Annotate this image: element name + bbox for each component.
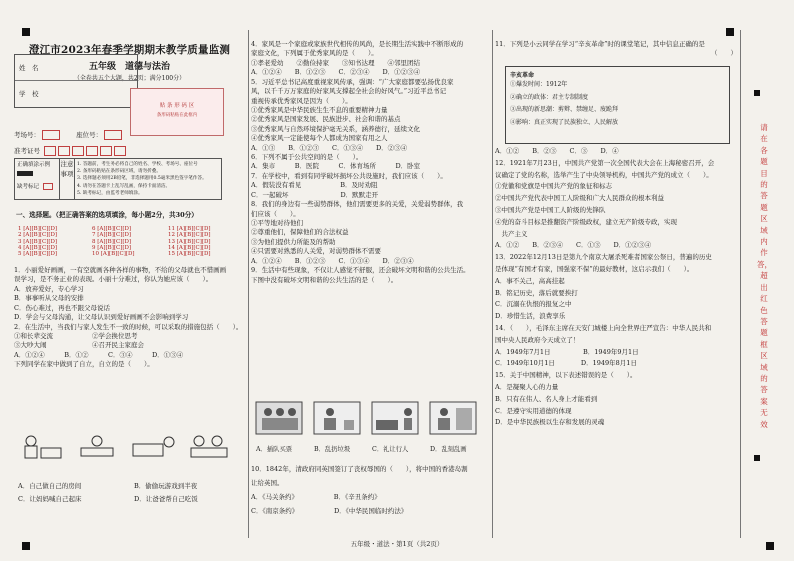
barcode-example-label: 正确填涂示例 xyxy=(17,162,51,168)
stamp-subtitle: 条形码粘贴在此框内 xyxy=(156,113,198,118)
question-line: 是体现“有国才有家，国强家不保”的最好教材，这启示我们（ ）。 xyxy=(495,264,694,273)
option-line: ③大吵大闹 ④召开民主家庭会 xyxy=(14,341,144,350)
col3-questions xyxy=(495,146,737,429)
notice-item: 5. 缺考标记，由监考老师填涂。 xyxy=(77,190,143,196)
column-divider xyxy=(740,30,741,538)
answer-row[interactable]: 15 [A][B][C][D] xyxy=(168,251,211,258)
fill-example-icon xyxy=(17,171,33,176)
answer-row[interactable]: 14 [A][B][C][D] xyxy=(168,244,211,251)
page-footer: 五年级・道法・第1页（共2页） xyxy=(350,540,444,548)
exam-seat-row xyxy=(14,130,122,140)
notice-box xyxy=(14,158,222,200)
absent-mark-label: 缺考标记 xyxy=(17,184,40,190)
question-line: 9．生活中有些现象，不仅让人感觉不舒服，还会破坏文明和谐的公共生活。 xyxy=(251,266,470,275)
picture-label: A．插队买票 xyxy=(256,446,293,453)
question-line: 4．家风是一个家庭或家族世代相传的风尚，是长期生活实践中不断形成的 xyxy=(251,40,464,48)
option-line: D．是中华民族极以生存和发展的灵魂 xyxy=(495,418,605,427)
option-line: A．自己做自己的房间 xyxy=(18,482,82,490)
admission-digit[interactable] xyxy=(72,146,84,156)
option-line: ①党徽和党旗是中国共产党的象征和标志 xyxy=(495,182,612,191)
option-line: ①优秀家风是中华民族生生不息的重要精神力量 xyxy=(251,105,388,114)
corner-mark xyxy=(754,455,760,461)
option-line: ④党的奋斗目标是推翻资产阶级政权，建立无产阶级专政，实现 xyxy=(495,217,677,226)
answer-row[interactable]: 2 [A][B][C][D] xyxy=(18,232,58,239)
answer-row[interactable]: 10 [A][B][C][D] xyxy=(92,251,135,258)
option-line: ①平等地对待他们 xyxy=(251,219,303,228)
col1-questions xyxy=(14,266,246,370)
q10-block xyxy=(251,462,489,518)
q9-labels xyxy=(256,444,488,453)
notice-left xyxy=(17,161,53,192)
answer-row[interactable]: 13 [A][B][C][D] xyxy=(168,238,211,245)
question-line: 误学习，是不务正业的表现。小丽十分难过，你认为她应该（ ）。 xyxy=(14,275,213,284)
admission-digit[interactable] xyxy=(114,146,126,156)
option-line: A．《马关条约》 B．《辛丑条约》 xyxy=(251,493,381,501)
answer-row[interactable]: 12 [A][B][C][D] xyxy=(168,232,211,239)
option-line: ②尊重他们，保障他们的合法权益 xyxy=(251,228,349,237)
notice-items xyxy=(77,161,207,197)
question-line: 让给英国。 xyxy=(251,479,284,487)
option-line: A．①②④ B．①②③ C．①③④ D．②③④ xyxy=(251,256,414,265)
picture-label: D．乱刻乱画 xyxy=(430,446,467,453)
option-line: A．集市 B．医院 C．体育场所 D．卧室 xyxy=(251,162,421,171)
question-line: 们应该（ ）。 xyxy=(251,209,300,218)
notes-heading: 辛亥革命 xyxy=(510,72,535,79)
option-line: C．《南京条约》 D．《中华民国临时约法》 xyxy=(251,507,408,515)
name-label: 姓 名 xyxy=(19,64,39,72)
exam-no-label: 考场号： xyxy=(14,131,40,139)
q3-picture xyxy=(16,432,66,460)
notice-label: 注意事项 xyxy=(59,159,75,199)
question-line: 7．在学校中，看到有同学破坏损坏公共设施时，我们应该（ ）。 xyxy=(251,171,447,180)
admission-digit[interactable] xyxy=(58,146,70,156)
admission-digit[interactable] xyxy=(100,146,112,156)
section1-heading: 一、选择题。（把正确答案的选项填涂，每小题2分，共30分） xyxy=(16,211,198,219)
q9-picture xyxy=(370,404,420,432)
notice-item: 3. 选择题必须用2B铅笔，非选择题用0.5毫米黑色签字笔作答。 xyxy=(77,176,207,182)
q3-options xyxy=(18,480,246,506)
notes-line: ③出现的新思潮：剪辫、禁缠足、废跪拜 xyxy=(510,106,619,113)
student-info-box xyxy=(14,54,138,108)
absent-mark-box[interactable] xyxy=(43,183,53,190)
question-line: 风，以千千万万家庭的好家风支撑起全社会的好风气。”习近平总书记 xyxy=(251,87,447,96)
question-line: 13．2022年12月13日是第九个南京大屠杀死难者国家公祭日，普遍的历史 xyxy=(495,253,712,262)
answer-row[interactable]: 6 [A][B][C][D] xyxy=(92,226,132,232)
option-line: ③优秀家风与自然环境保护毫无关系，涵养德行，延续文化 xyxy=(251,124,420,133)
question-line: 议确定了党的名称，选举产生了中央领导机构，中国共产党的成立（ ）。 xyxy=(495,170,713,179)
option-line: D．珍惜生活，浪费享乐 xyxy=(495,312,566,321)
option-line: ②中国共产党代表中国工人阶级和广大人民群众的根本利益 xyxy=(495,194,664,203)
answer-group-3[interactable] xyxy=(168,226,211,257)
q3-picture xyxy=(72,432,122,460)
q3-picture xyxy=(128,432,178,460)
answer-row[interactable]: 9 [A][B][C][D] xyxy=(92,244,132,251)
column-2 xyxy=(251,40,489,285)
question-line: 8．我们的身边有一些弱势群体，他们需要更多的关爱，关爱弱势群体，我 xyxy=(251,200,464,209)
option-line: A．①②④ B．①②③ C．②③④ D．①②③④ xyxy=(251,68,421,77)
question-line: 5．习近平总书记高度重视家风传承，强调：“广大家庭都要弘扬优良家 xyxy=(251,77,454,86)
notice-item: 1. 答题前，考生务必将自己的姓名、学校、考场号、座位号 xyxy=(77,162,198,167)
option-line: A．是凝聚人心的力量 xyxy=(495,382,559,391)
answer-row[interactable]: 5 [A][B][C][D] xyxy=(18,251,58,258)
question-line: 14．（ ），毛泽东主席在天安门城楼上向全世界庄严宣告：中华人民共和 xyxy=(495,323,712,332)
picture-label: C．礼让行人 xyxy=(372,446,409,453)
question-line: 下列同学在家中做到了自立，自立的是（ ）。 xyxy=(14,360,154,369)
option-line: D．让爸爸帮自己吃饭 xyxy=(134,495,198,503)
question-line: 1．小丽爱好画画，一有空就画各种各样的事物，不给的父母就也不惜画画 xyxy=(14,266,227,274)
question-line: 重视传承优秀家风是因为（ ）。 xyxy=(251,96,352,105)
notes-line: ①爆发时间：1912年 xyxy=(510,81,568,88)
answer-row[interactable]: 7 [A][B][C][D] xyxy=(92,232,132,239)
q3-picture xyxy=(184,432,234,460)
answer-row[interactable]: 4 [A][B][C][D] xyxy=(18,244,58,251)
q9-picture xyxy=(428,404,478,432)
question-line: 10．1842年，清政府同英国签订了丧权辱国的（ ），将中国的香港岛割 xyxy=(251,465,468,473)
notice-item: 4. 请勿在答题卡上乱写乱画，保持卡面清洁。 xyxy=(77,183,171,189)
notice-item: 2. 条形码粘贴在条形码区域，请勿折叠。 xyxy=(77,169,161,175)
corner-mark xyxy=(754,90,760,96)
answer-group-1[interactable] xyxy=(18,226,57,257)
option-line: ④优秀家风一定能使每个人都成为国家有用之人 xyxy=(251,134,388,143)
q3-pictures xyxy=(16,432,234,460)
admission-row xyxy=(14,146,126,156)
side-warning: 请在各题目的答题区域内作答，超出红色答题框区域的答案无效 xyxy=(757,123,772,429)
exam-note: （全卷共五个大题，共2页；满分100分） xyxy=(73,75,186,82)
q9-picture xyxy=(254,404,304,432)
option-line: C．1949年10月1日 D．1949年8月1日 xyxy=(495,359,637,368)
answer-group-2[interactable] xyxy=(92,226,135,257)
column-divider xyxy=(248,30,249,538)
exam-no-field[interactable] xyxy=(42,130,60,140)
option-line: A．事不关己，高高挂起 xyxy=(495,276,565,285)
picture-label: B．乱扔垃圾 xyxy=(314,446,351,453)
option-line: A．①②④ B．①② C．③④ D．①③④ xyxy=(14,350,184,359)
option-line: C．让妈妈喊自己起床 xyxy=(18,495,82,503)
question-line: 下图中没有破坏文明和谐的公共生活的是（ ）。 xyxy=(251,275,398,284)
q9-picture xyxy=(312,404,362,432)
option-line: ③为他们提供力所能及的帮助 xyxy=(251,237,336,246)
option-line: ④只需要对熟悉的人关爱，对弱势群体不需要 xyxy=(251,247,381,256)
column-divider xyxy=(492,30,493,538)
column-3 xyxy=(495,40,737,59)
question-line: 国中央人民政府今天成立了！ xyxy=(495,335,580,344)
notes-box xyxy=(505,66,730,144)
option-line: A．放弃爱好，专心学习 xyxy=(14,284,84,293)
school-label: 学 校 xyxy=(19,90,39,98)
option-line: 共产主义 xyxy=(495,229,528,238)
question-line: 6．下列不属于公共空间的是（ ）。 xyxy=(251,153,363,162)
question-line: 12．1921年7月23日，中国共产党第一次全国代表大会在上海秘密召开，会 xyxy=(495,158,715,167)
q9-pictures xyxy=(254,404,478,432)
option-line: B．偷偷玩游戏到半夜 xyxy=(134,482,198,490)
option-line: A．假装没有看见 B．及时劝阻 xyxy=(251,181,378,190)
option-line: ②优秀家风是国家发展、民族进步、社会和谐的基点 xyxy=(251,115,401,124)
option-line: A．①② B．②③④ C．①③ D．①②③④ xyxy=(495,241,652,250)
option-line: C．沉溺在仇恨的报复之中 xyxy=(495,300,572,309)
page-title: 澄江市2023年春季学期期末教学质量监测 xyxy=(28,44,231,56)
page-subtitle: 五年级 道德与法治 xyxy=(88,62,170,72)
seat-no-field[interactable] xyxy=(104,130,122,140)
option-line: ③中国共产党是中国工人阶级的先锋队 xyxy=(495,205,606,214)
option-line: B．只有在伟人、名人身上才能看到 xyxy=(495,394,598,403)
option-line: A．①③ B．①②③ C．①③④ D．②③④ xyxy=(251,143,408,152)
option-line: ①孝老爱幼 ②勤俭持家 ③知书达理 ④邻里团结 xyxy=(251,58,420,67)
option-line: D．学会与父母沟通，让父母认识到爱好画画不会影响到学习 xyxy=(14,313,189,322)
notes-line: ④影响：真正实现了民族独立、人民解放 xyxy=(510,118,619,126)
option-line: A．①② B．②③ C．③ D．④ xyxy=(495,147,619,155)
question-line: 15．关于中国精神，以下表述错误的是（ ）。 xyxy=(495,371,637,380)
option-line: ①和长辈交流 ②学会换位思考 xyxy=(14,331,138,340)
option-line: C．一起破坏 D．默默走开 xyxy=(251,190,379,199)
answer-row[interactable]: 8 [A][B][C][D] xyxy=(92,238,132,245)
seat-no-label: 座位号： xyxy=(76,131,103,139)
school-row[interactable] xyxy=(15,81,137,106)
stamp-title: 贴 条 形 码 区 xyxy=(159,103,195,109)
answer-row[interactable]: 3 [A][B][C][D] xyxy=(18,238,58,245)
option-line: B．铭记历史，落后就要挨打 xyxy=(495,288,578,297)
admission-digit[interactable] xyxy=(86,146,98,156)
option-line: C．是遵守实用道德的体现 xyxy=(495,406,572,415)
question-line: 11．下列是小云同学在学习“辛亥革命”时的课堂笔记，其中信息正确的是 xyxy=(495,40,705,48)
answer-row[interactable]: 1 [A][B][C][D] xyxy=(18,226,58,232)
name-row[interactable] xyxy=(15,55,137,81)
admission-label: 准考证号 xyxy=(14,147,40,155)
option-line: A．1949年7月1日 B．1949年9月1日 xyxy=(495,347,639,356)
question-line: 家庭文化，下列属于优秀家风的是（ ）。 xyxy=(251,49,378,58)
barcode-sticker-area xyxy=(130,88,224,136)
notes-line: ②确立的政体：君主专制制度 xyxy=(510,93,589,101)
answer-row[interactable]: 11 [A][B][C][D] xyxy=(168,226,211,232)
option-line: C．伤心难过，再也不跟父母说话 xyxy=(14,303,110,312)
option-line: B．事事听从父母的安排 xyxy=(14,294,84,303)
admission-digit[interactable] xyxy=(44,146,56,156)
corner-mark xyxy=(726,28,734,36)
question-line: （ ） xyxy=(711,49,737,58)
question-line: 2．在生活中，当我们与家人发生不一致的时候，可以采取的措施包括（ ）。 xyxy=(14,322,243,331)
